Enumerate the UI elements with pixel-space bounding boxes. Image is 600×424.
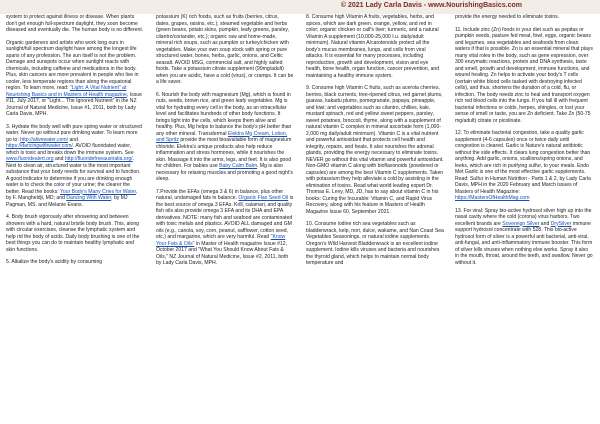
paragraph (455, 130, 593, 202)
paragraph-text: immune support hydrosol concentrate with 528. This bio-active hydrosol form of silver is a powerful anti bacterial, anti-viral, anti-fungal, and anti-inflammatory immune booster. This form of silver kills viruses when nothing else works. Spray it also in the mouth, throat, around the teeth, and swallow. Never go without it. (455, 220, 593, 266)
link[interactable]: DrySilver (550, 220, 572, 227)
link[interactable]: "Know Your Fats & Oils" (156, 234, 286, 247)
link[interactable]: Elektra Mg Cream, Lotion, and Spritz (156, 130, 288, 143)
copyright-title: © 2021 Lady Carla Davis - www.NourishingBasics.com (340, 2, 522, 9)
paragraph-text: 10. Consume iodine rich sea vegetables such as bladderwrack, kelp, nori, dulce, wakame, and Nan Coast Sea Vegetables Seasonings, or natural iodine supplements. Oregon's Wild Harvest Bladderwrack is an excellent iodine supplement. Iodine kills viruses and bacteria and nourishes the thyroid gland, which helps to maintain normal body temperature and (306, 221, 444, 266)
paragraph (6, 259, 144, 266)
column-3 (306, 14, 444, 273)
paragraph-text: 13. For viral: Spray bio-active hydrosol silver high up into the nasal cavity where the cold (corona) virus harbors. Two excellent brands are (455, 207, 592, 227)
link[interactable]: Organic Flax Seed Oil (238, 195, 289, 201)
link[interactable]: Dancing With Water (66, 195, 112, 201)
column-4 (455, 14, 593, 272)
paragraph-text: provide the energy needed to eliminate toxins. (455, 14, 560, 20)
paragraph (6, 40, 144, 118)
paragraph-text: and (68, 136, 78, 143)
column-2 (156, 14, 294, 273)
link[interactable]: http://fluoridefreeaustralia.org/ (64, 156, 133, 162)
paragraph (455, 27, 593, 125)
link[interactable]: www.fluoridealert.org (6, 156, 54, 162)
paragraph-text: 4. Body brush vigorously after showering and between showers with a hard, natural bristle body brush. This, along with circular exercises, cleanse the lymphatic system and help rid the body of acids. Daily body brushing is one of the best things you can do to maintain healthy lymphatic and skin functions. (6, 214, 140, 253)
page-header (0, 0, 600, 14)
paragraph (455, 14, 593, 21)
paragraph (6, 214, 144, 253)
paragraph-text: 11. Include zinc (Zn) foods in your diet such as pepitas or pumpkin seeds, pasture fed meat, fowl, eggs, organic beans and legumes, sea vegetables and seafoods from clean waters if that is possible. Zn is an essential mineral that plays many vital roles in the body, such as gene expression, over 300 enzymatic reactions, protein and DNA synthesis, taste and smell, growth and development, immune functions, and wound healing. Zn helps to activate your body's T cells (certain white blood cells tasked with destroying infected cells), and thus, shortens the duration of a cold, flu, or infection. The body needs zinc to heal and transport oxygen rich red blood cells into the lungs. If you fall ill with frequent bacterial infections or colds, herpes, shingles, or lost your sense of smell or taste, you are Zn deficient. Take Zn (50-75 mg/adult) citrate or picolinate. (455, 26, 593, 124)
link[interactable]: https://dancingwithwater.com/ (6, 143, 73, 149)
paragraph-text: . Next to clean air, structured water is the most important substance that your body needs for survival and to function. A good indicator to determine if you are drinking enough water is to check the color of your urine; the clearer the better. Read the books: (6, 156, 141, 195)
paragraph (306, 85, 444, 215)
paragraph-text: and (53, 156, 65, 162)
paragraph (306, 14, 444, 79)
paragraph-text: . Mg is also necessary for relaxing muscles and promoting a good night's sleep. (156, 163, 293, 182)
paragraph-text: 6. Nourish the body with magnesium (Mg), which is found in nuts, seeds, brown rice, and green leafy vegetables. Mg is vital for hydrating every cell in the body, as an intracellular level and facilitates hundreds of other body functions. It brings light into the cells, which keeps them alive and healthy. Plus, Mg helps to balance the body's pH better than any other mineral. Transdermal (156, 91, 292, 137)
paragraph (156, 14, 294, 86)
paragraph-text: , by F. Mangheldji, MD; and (6, 188, 138, 201)
paragraph (6, 124, 144, 209)
paragraph-text: 5. Alkalize the body's acidity by consuming (6, 259, 103, 265)
paragraph-text: system to protect against illness or disease. When plants don't get enough full-spectrum daylight, they soon become diseased and eventually die. The human body is no different. (6, 14, 144, 33)
paragraph-text: is the best source of omega 3 EFAs. Krill, calamari, and quality fish oils also provide omega 3 EFA and its DHA and EPA derivatives. NOTE: many fish and seafood are contaminated with toxic metals and plastics. AVOID ALL damaged and GM oils (e.g., canola, soy, corn, peanut, safflower, cotton seed, etc.) and margarine, which are very harmful. Read (156, 195, 294, 240)
paragraph (156, 92, 294, 183)
paragraph-text: and (539, 220, 551, 227)
paragraph-text: 3. Hydrate the body well with pure spring water or structured water. Never go without pure drinking water. To learn more go to: (6, 123, 142, 143)
paragraph (306, 221, 444, 267)
link[interactable]: Sovereign Silver (502, 220, 540, 227)
paragraph-text: . AVOID fluoridated water, which is toxic and breaks down the immune system. See (6, 143, 134, 156)
link[interactable]: Your Body's Many Cries for Water (60, 188, 136, 195)
link[interactable]: Baby Calm Balm (219, 163, 258, 169)
paragraph-text: , Issue #11, July 2017, or "Light... The Ignored Nutrient" in the NZ Journal of Natural Medicine, Issue #1, 2011, both by Lady Carla Davis, MPH. (6, 91, 142, 117)
paragraph (455, 208, 593, 267)
paragraph-text: potassium (K) rich foods, such as fruits (berries, citrus, dates, grapes, raisins, etc.); steamed vegetable and herbs (green beans, potato skins, pumpkin, leafy greens, parsley, cilantro/coriander, etc.); organic raw and home-made, mineral rich soups, such as pumpkin or turkey/chicken with vegetables. Make your own soup stock with spring or pure structured water, bones, herbs, garlic, onions, and Celtic seasalt. AVOID MSG, commercial salt, and highly salted foods. Take a potassium citrate supplement (99mg/adult) when you are acidic, have a cold (virus), or cramps. It can be a life saver. (156, 14, 294, 85)
paragraph-text: provide the most bioavailable form of magnesium chloride. Elektra's unique products also help reduce inflammation and stress hormones, while it nourishes the skin. Massage it into the arms, legs, and feet. It is also good for children. For babies use (156, 137, 292, 169)
link[interactable]: http://alivewater.com/ (20, 136, 69, 143)
column-1 (6, 14, 144, 272)
link[interactable]: "Light: A Vital Nutrient" at Nourishing Basics and in Masters of Health magazine (6, 85, 127, 98)
paragraph-text: 9. Consume high Vitamin C fruits, such as acerola cherries, berries, black currents, tree-ripened citrus, red garnet plums, guavas, kakadu plums, pomegranate, papaya, pineapple, and kiwi; and vegetables such as cilantro, chillies, kale, mustard spinach, red and yellow sweet peppers, parsley, sweet potatoes, broccoli, thyme, along with a supplement of natural vitamin C complex in mineral ascorbate form (1,000-2,000 mg daily/adult minimum). Vitamin C is a vital nutrient and powerful antioxidant that protects cell health and integrity, repairs, and heals. It also nourishes the adrenal glands, providing the energy necessary to eliminate toxins. NEVER go without this vital vitamin and powerful antioxidant. Non-GMO vitamin C along with bioflavonoids (powdered or capsules) are among the best Vitamin C supplements. Taken with potassium they help alleviate a cold by assisting in the elimination of toxins. Read what world leading expert Dr. Thomas E. Levy, MD, JD, has to say about vitamin C in his books: Curing the Incurable: Vitamin C, and Rapid Virus Recovery, along with his feature in Masters of Health Magazine Issue 60, September 2021. (306, 85, 444, 215)
paragraph-text: 12. To eliminate bacterial congestion, take a quality garlic supplement (4-6 capsules) once or twice daily until congestion is cleared. Garlic is Nature's natural antibiotic without the side effects. It clears lung congestion better than anything. Add garlic, onions, scallions/spring onions, and leeks, which are rich in purifying sulfur, to your meals. Endo Met Garlic is one of the most effective garlic supplements. Read: Sulfur in Human Nutrition - Parts 1 & 2, by Lady Carla Davis, MPH in the 2020 February and March issues of Masters of Health Magazine: (455, 130, 591, 195)
link[interactable]: https://MastersOfHealthMag.com (455, 195, 530, 201)
paragraph-text: Organic gardeners and artists who work long ours in sunlight/full spectrum daylight have among the longest life spans of any profession. The sun itself is not the problem. Damage and sunspots occur when sunlight reacts with chemicals, including caffeine and medications in the body. Plus, skin cancers are more prevalent in people who live in cooler, less temperate regions than along the equatorial region. To learn more, read: (6, 39, 139, 91)
paragraph-text: 8. Consume high Vitamin A fruits, vegetables, herbs, and spices, which are dark green, orange, yellow, and red in color; organic chicken or calf's liver; turmeric, and a natural Vitamin A supplement (10,000-25,000 I.u. daily/adult minimum). Natural vitamin A/carotenoids protect all the body's mucus membranes, lungs, and cells from viral attacks. It is essential for many processes, including reproduction, growth and development, vision and eye health, bone health, organ function, cancer prevention, and maintaining a healthy immune system. (306, 14, 440, 79)
paragraph-text: , by MJ Pagman, MS. and Melanie Evans. (6, 195, 128, 208)
paragraph-text: 7.Provide the EFAs (omega 3 & 6) in balance, plus other natural, undamaged fats in balance. (156, 188, 284, 201)
paragraph (156, 189, 294, 267)
paragraph-text: in Master of Health magazine Issue #12, October 2017 and "What You Should Know About Fats & Oils," NZ Journal of Natural Medicine, Issue #2, 2011, both by Lady Carla Davis, MPH. (156, 240, 289, 266)
paragraph (6, 14, 144, 34)
